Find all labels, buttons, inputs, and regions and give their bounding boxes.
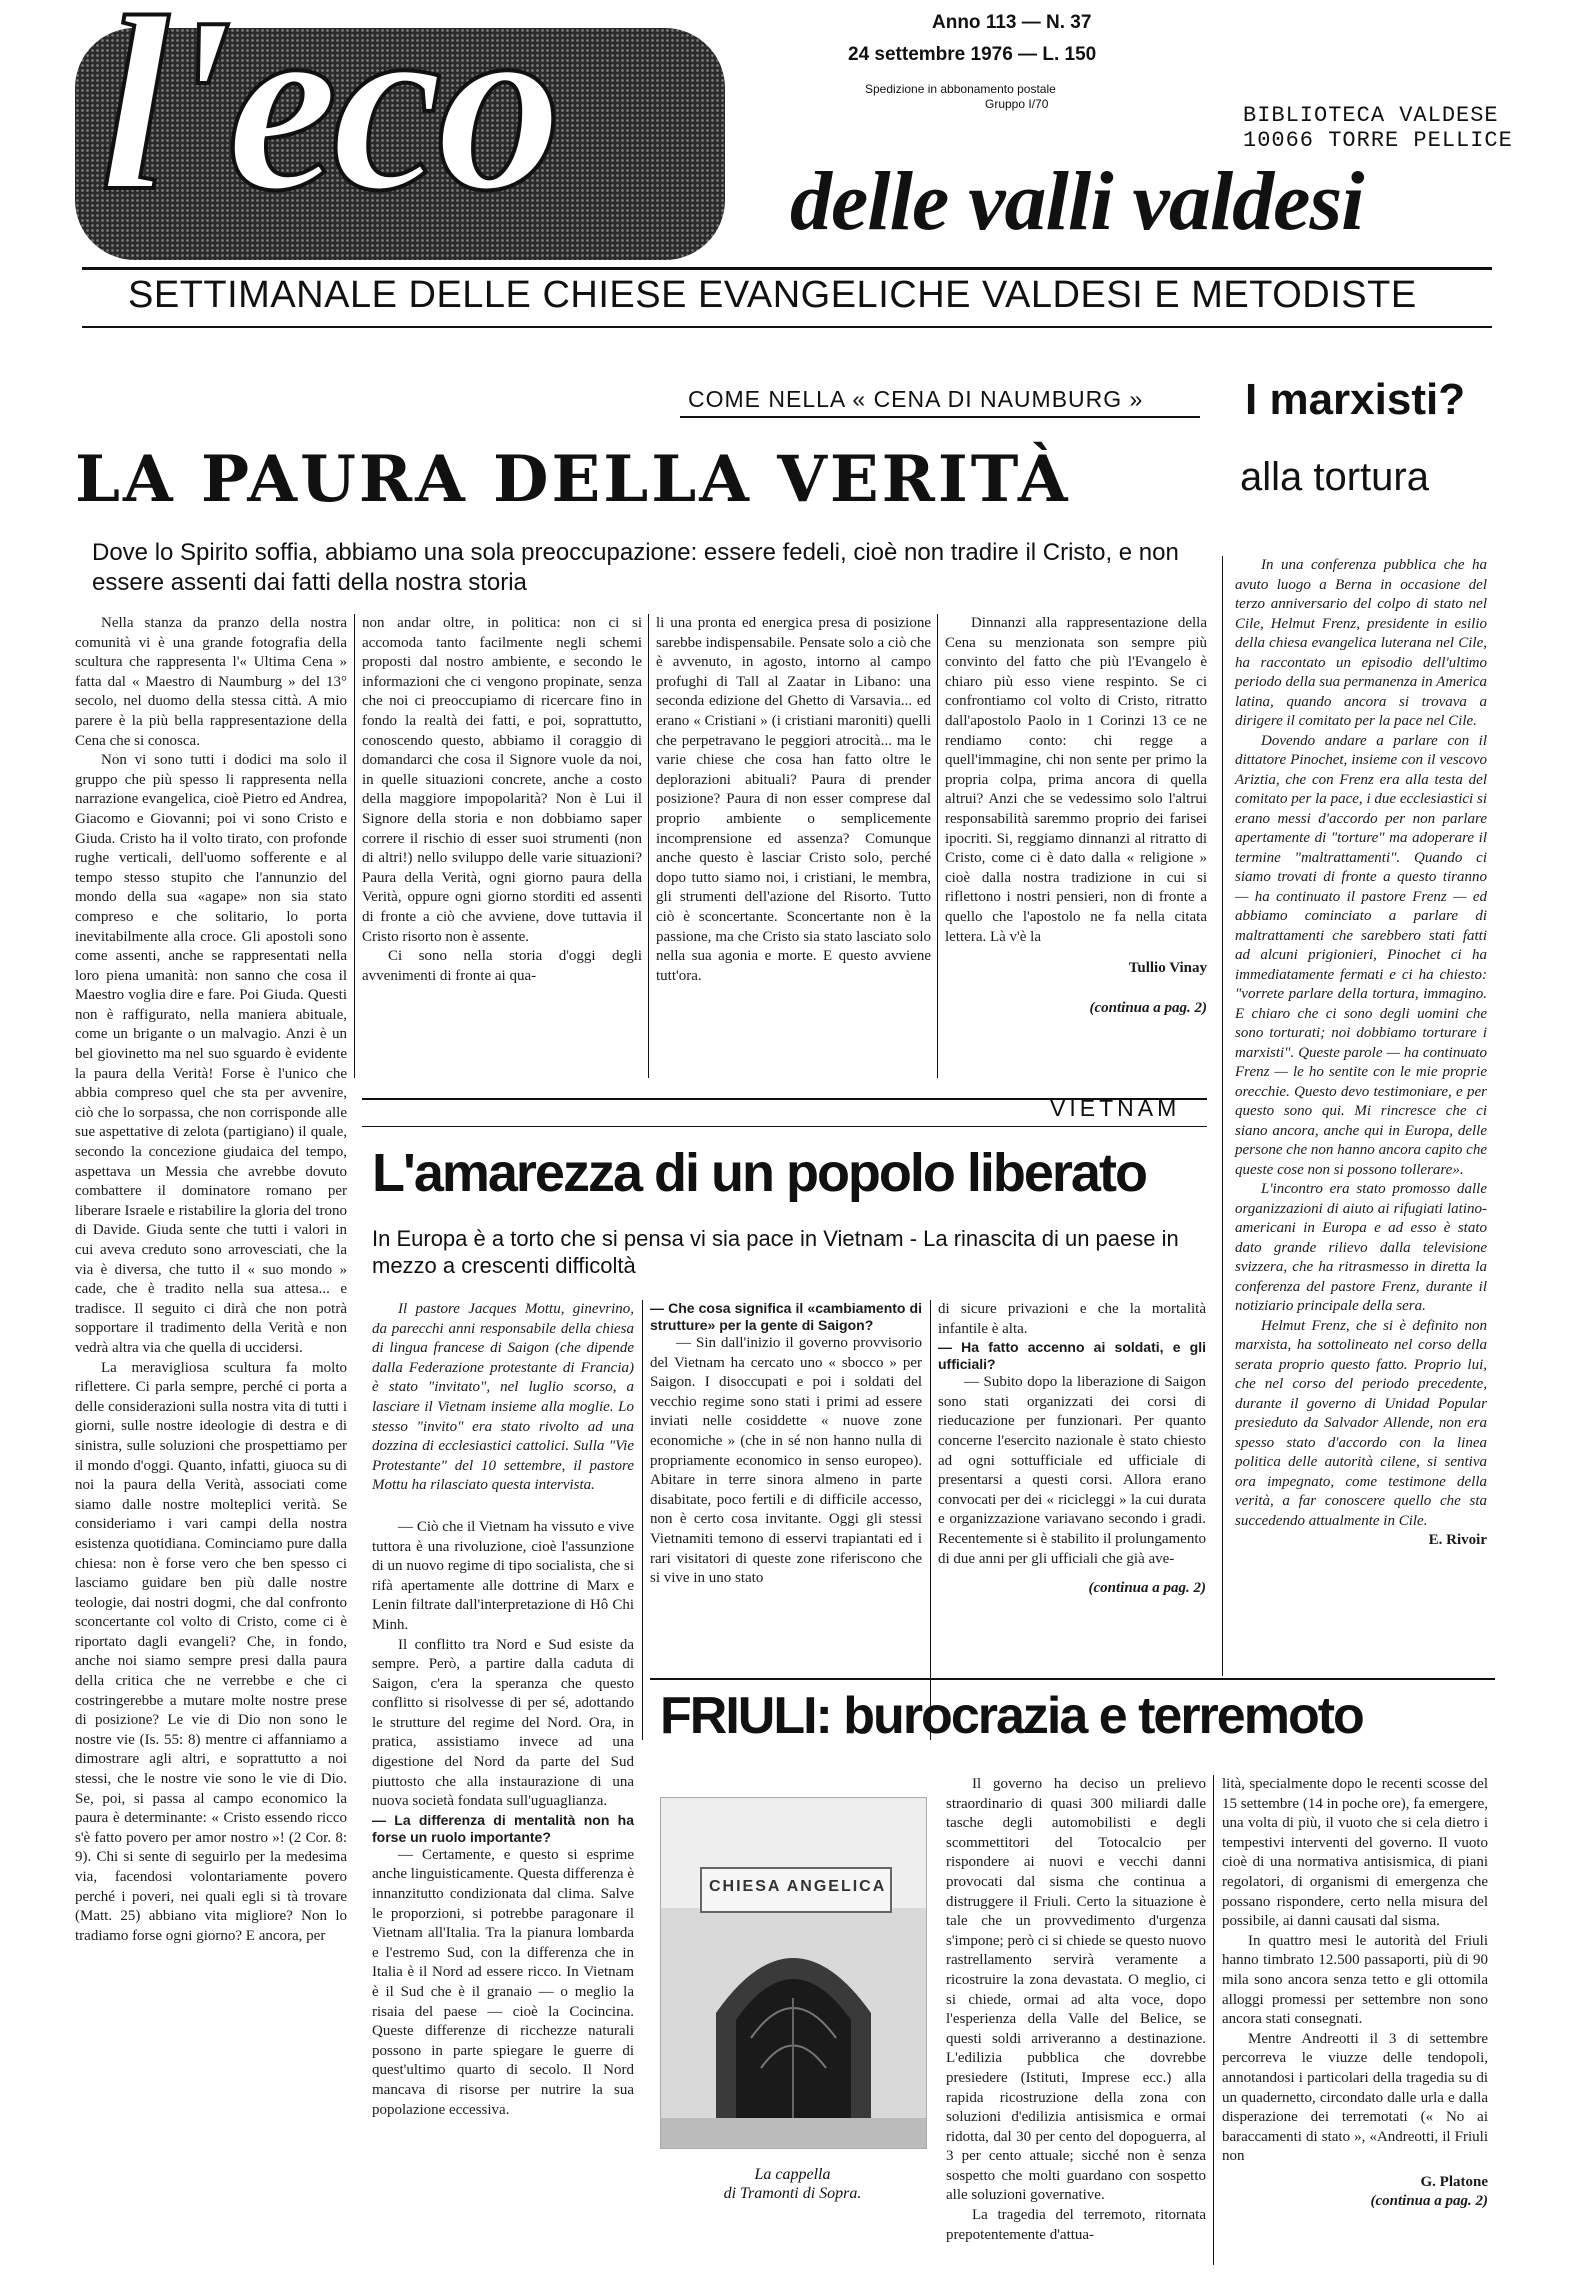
lead-c1-p2: Non vi sono tutti i dodici ma solo il gruppo che più spesso li rappresenta nella narrazione evangelica, cioè Pietro ed Andrea, Giacomo e Giovanni; poi vi sono Cristo e Giuda. Cristo ha il volto tirato, con profonde rughe verticali, dell'uomo sofferente e al tempo stesso stupito che l'annunzio del mondo della sua «agape» non sia stato compreso e che solitario, lo porta inevitabilmente alla croce. Gli apostoli sono come assenti, anche se rappresentati nella loro piena umanità: non sanno che cosa il Maestro voglia dire e fare. Poi Giuda. Questi non è raffigurato, nella maniera abituale, come un brigante o un malvagio. Anzi è un bel giovinetto ma nel suo sguardo è evidente la paura della Verità! Forse è l'unico che abbia compreso quel che sta per avvenire, ciò che lo sorpassa, che non corrisponde alle sue aspettative di zelota (partigiano) il quale, secondo la concezione giudaica del tempo, aspettava un Messia che avrebbe dovuto combattere il dominatore romano per liberare Israele e ristabilire la gloria del trono di Davide. Giuda sente che tutti i valori in cui aveva creduto sono arrovesciati, che la via è diversa, che tutto il « suo mondo » cade, che è tradito nella sua attesa... e tradisce. Il seguito ci dirà che non potrà sopportare il tradimento della Verità e non vedrà altra via che quella di uccidersi.	[75, 752, 347, 1356]
column-divider	[648, 614, 649, 1078]
vietnam-kicker: VIETNAM	[1050, 1095, 1181, 1121]
vietnam-column-3	[938, 1300, 1206, 1599]
sidebar-p3: L'incontro era stato promosso dalle organizzazioni di aiuto ai rifugiati latino-americani in Europa e ad esso è stato dato grande rilievo dalla televisione svizzera, che ha ritrasmesso in diretta la conferenza del pastore Frenz, durante il notiziario principale della sera.	[1235, 1181, 1487, 1314]
vietnam-c3-p1: — Subito dopo la liberazione di Saigon sono stati organizzati dei corsi di rieducazione per funzionari. Per quanto concerne l'esercito nazionale è stato chiesto ad ogni sottufficiale ed ufficiale di presentarsi a questi corsi. Allora erano convocati per dei « ricicleggi » la cui durata e organizzazione variavano secondo i gradi. Recentemente si è stabilito il prolungamento di due anni per gli ufficiali che già ave-	[938, 1374, 1206, 1567]
lead-c1-p1: Nella stanza da pranzo della nostra comunità vi è una grande fotografia della scultura che rappresenta l'« Ultima Cena » fatta dal « Maestro di Naumburg » del 13° secolo, nel duomo della stessa città. A mio parere è la più bella rappresentazione della Cena che si conosca.	[75, 615, 347, 749]
lead-c2-p2: Ci sono nella storia d'oggi degli avvenimenti di fronte ai qua-	[362, 948, 642, 984]
sidebar-headline-2: alla tortura	[1240, 455, 1429, 499]
issue-number: Anno 113 — N. 37	[932, 12, 1092, 33]
lead-c1-p3: La meravigliosa scultura fa molto riflettere. Ci parla sempre, perché ci porta a delle considerazioni sulla nostra vita di tutti i giorni, sulle nostre ideologie di destra e di sinistra, sulle soluzioni che prospettiamo per il mondo d'oggi. Quanto, infatti, giuoca su di noi la paura della Verità, associati come siamo dalle nostre molteplici verità. Se consideriamo i vari campi della nostra esistenza quotidiana. Cominciamo pure dalla chiesa: non è forse vero che ben spesso ci lasciamo guidare ben più dalle nostre teologie, dai nostri dogmi, che dal confronto sconcertante col volto di Cristo, come ci è riportato dagli evangeli? Che, in fondo, anche noi siamo sempre presi dalla paura della critica che ne verrebbe e che ci costringerebbe a mutare molte nostre prese di posizione? Le vie di Dio non sono le nostre vie (Is. 55: 8) mentre ci affanniamo a dimostrare agli altri, e soprattutto a noi stessi, che le nostre vie sono le vie di Dio. Se, poi, si passa al campo economico la paura è determinante: « Cristo essendo ricco s'è fatto povero per amor nostro »! (2 Cor. 8: 9). Chi si sente di seguirlo per la medesima via, facendosi volontariamente povero perché i poveri, nei quali egli si tà trovare (Matt. 25) abbiano vita migliore? Non lo tradiamo forse ogni giorno? E ancora, per	[75, 1359, 347, 1944]
column-divider	[1213, 1775, 1214, 2265]
sidebar-column	[1235, 556, 1487, 1551]
lead-column-3	[656, 614, 931, 986]
vietnam-c3-top: di sicure privazioni e che la mortalità infantile è alta.	[938, 1301, 1206, 1337]
vietnam-intro: Il pastore Jacques Mottu, ginevrino, da parecchi anni responsabile della chiesa di lingua francese di Saigon (che dipende dalla Federazione protestante di Francia) è stato "invitato", nel luglio scorso, a lasciare il Vietnam insieme alla moglie. Lo stesso "invito" era stato rivolto ad una dozzina di ecclesiastici cattolici. Sulla "Vie Protestante" del 10 settembre, il pastore Mottu ha rilasciato questa intervista.	[372, 1301, 634, 1494]
photo-caption-line1: La cappella	[754, 2166, 831, 2183]
friuli-c2-p1: lità, specialmente dopo le recenti scosse del 15 settembre (14 in poche ore), fa emergere, una volta di più, il vuoto che si cela dietro i tempestivi interventi del governo. Il vuoto cioè di una normativa antisismica, di piani regolatori, di organismi di emergenza che possano rispondere, certo nella misura del possibile, ai danni causati dal sisma.	[1222, 1776, 1488, 1930]
chapel-photo	[660, 1797, 927, 2149]
masthead-rule	[82, 267, 1492, 270]
lead-c3-p1: li una pronta ed energica presa di posizione sarebbe indispensabile. Pensate solo a ciò che è avvenuto, in agosto, intorno al campo profughi di Tall al Zaatar in Libano: una seconda edizione del Ghetto di Varsavia... ed erano « Cristiani » (i cristiani maroniti) quelli che perpetravano le peggiori atrocità... ma le varie chiese che cosa han fatto oltre le deplorazioni abituali? Paura di prender posizione? Paura di non esser comprese dal proprio ambiente o semplicemente incomprensione ed assenza? Comunque anche questo è lasciar Cristo solo, perché dopo tutto siamo noi, i cristiani, le membra, gli strumenti dell'azione del Risorto. Tutto ciò è sconcertante. Sconcertante non è la passione, ma che Cristo sia stato lasciato solo nella sua agonia e morte. E questo avviene tutt'ora.	[656, 615, 931, 984]
vietnam-continued: (continua a pag. 2)	[1088, 1580, 1206, 1597]
vietnam-question-2: — Ha fatto accenno ai soldati, e gli ufficiali?	[938, 1339, 1206, 1373]
library-stamp-line2: 10066 TORRE PELLICE	[1243, 128, 1513, 153]
friuli-c2-p3: Mentre Andreotti il 3 di settembre percorreva le viuzze delle tendopoli, annotandosi i particolari della tragedia su di un quadernetto, circondato dalle urla e dalla disperazione dei terremotati (« No ai baraccamenti di stato », «Andreotti, il Friuli non	[1222, 2030, 1488, 2165]
friuli-column-1	[946, 1775, 1206, 2245]
lead-kicker-rule	[680, 416, 1200, 418]
masthead-subtitle: delle valli valdesi	[790, 155, 1364, 248]
sidebar-signature: E. Rivoir	[1428, 1532, 1487, 1548]
vietnam-c2-p1: — Sin dall'inizio il governo provvisorio del Vietnam ha cercato uno « sbocco » per Saigon. I disoccupati e poi i soldati del vecchio regime sono stati i primi ad essere inviati nelle cosiddette « nuove zone economiche » (che in sé non hanno nulla di propriamente economico in senso europeo). Abitare in terre sinora almeno in parte disabitate, poco fertili e di difficile accesso, non è certo cosa invitante. Oggi gli stessi Vietnamiti temono di esservi trapiantati ed i rari visitatori di queste zone riferiscono che si vive in uno stato	[650, 1335, 922, 1587]
column-divider	[937, 614, 938, 1078]
friuli-top-rule	[650, 1678, 1495, 1680]
lead-signature: Tullio Vinay	[1128, 960, 1207, 977]
lead-continued: (continua a pag. 2)	[1089, 999, 1207, 1016]
lead-column-2	[362, 614, 642, 986]
lead-column-4	[945, 614, 1207, 1018]
vietnam-kicker-rule	[362, 1126, 1207, 1127]
tagline-rule	[82, 326, 1492, 328]
lead-column-1	[75, 614, 347, 1946]
lead-headline: LA PAURA DELLA VERITÀ	[75, 442, 1071, 517]
vietnam-column-2	[650, 1300, 922, 1589]
column-divider	[642, 1300, 643, 1740]
column-divider	[354, 614, 355, 1078]
lead-c2-p1: non andar oltre, in politica: non ci si accomoda tanto facilmente negli schemi proposti dal nostro ambiente, e secondo le informazioni che ci vengono propinate, senza che noi ci preoccupiamo di ricercare fino in fondo la realtà dei fatti, e poi, soprattutto, conoscendo questo, abbiamo il coraggio di domandarci che cosa il Signore vuole da noi, in quelle situazioni concrete, anche a costo della maggiore impopolarità? Non è Lui il Signore della storia e non dobbiamo saper correre il rischio di esser suoi strumenti (non di altri!) nello sviluppo delle varie situazioni? Paura della Verità, ogni giorno paura della Verità, oppure ogni giorno storditi ed assenti di fronte a ciò che avviene, dove tuttavia il Cristo risorto non è assente.	[362, 615, 642, 945]
vietnam-c1-p3: — Certamente, e questo si esprime anche linguisticamente. Questa differenza è innanzitutto condizionata dal clima. Salve le proporzioni, si potrebbe paragonare il Vietnam all'Italia. Tra la pianura lombarda e l'estremo Sud, con la differenza che in Italia è il Nord ad essere ricco. In Vietnam è il Sud che è il granaio — o meglio la risaia del paese — cioè la Cocincina. Queste differenze di ricchezze naturali possono in parte spiegare le guerre di quest'ultimo quarto di secolo. Il Nord mancava di risorse per nutrire la sua popolazione eccessiva.	[372, 1846, 634, 2118]
sidebar-p1: In una conferenza pubblica che ha avuto luogo a Berna in occasione del terzo anniversario del colpo di stato nel Cile, Helmut Frenz, presidente in esilio della chiesa evangelica luterana nel Cile, ha raccontato un episodio dell'ultimo periodo della sua permanenza in America latina, quando ancora si trovava a dirigere il comitato per la pace nel Cile.	[1235, 557, 1487, 729]
masthead-tagline: SETTIMANALE DELLE CHIESE EVANGELICHE VALDESI E METODISTE	[128, 274, 1417, 316]
postal-note: Spedizione in abbonamento postale	[865, 82, 1056, 96]
friuli-column-2	[1222, 1775, 1488, 2212]
lead-deck: Dove lo Spirito soffia, abbiamo una sola preoccupazione: essere fedeli, cioè non tradire il Cristo, e non essere assenti dai fatti della nostra storia	[92, 539, 1179, 596]
photo-sign-text: CHIESA ANGELICA	[709, 1878, 887, 1895]
issue-date-price: 24 settembre 1976 — L. 150	[848, 44, 1097, 65]
photo-caption	[660, 2165, 925, 2203]
lead-c4-p1: Dinnanzi alla rappresentazione della Cena su menzionata son sempre più convinto del fatto che più l'Evangelo è chiaro più esso viene respinto. Se ci confrontiamo col volto di Cristo, ritratto dall'apostolo Paolo in 1 Corinzi 13 ce ne rendiamo conto: chi regge a quell'immagine, chi non sente per primo la propria colpa, prima ancora di quella altrui? Anzi che se vedessimo solo l'altrui responsabilità saremmo proprio dei farisei ipocriti. Si, reggiamo dinnanzi al ritratto di Cristo, come ci è dato dalla « religione » cioè dalla nostra tradizione in cui si riflettono i nostri pensieri, non di fronte a quello che l'apostolo ne fa nella citata lettera. Là v'è la	[945, 615, 1207, 945]
lead-kicker: COME NELLA « CENA DI NAUMBURG »	[688, 386, 1144, 412]
vietnam-deck: In Europa è a torto che si pensa vi sia pace in Vietnam - La rinascita di un paese in mezzo a crescenti difficoltà	[372, 1226, 1179, 1278]
vietnam-headline: L'amarezza di un popolo liberato	[372, 1143, 1146, 1203]
library-stamp-line1: BIBLIOTECA VALDESE	[1243, 103, 1499, 128]
column-divider	[930, 1300, 931, 1740]
vietnam-column-1	[372, 1300, 634, 2120]
vietnam-question-1: — Che cosa significa il «cambiamento di strutture» per la gente di Saigon?	[650, 1300, 922, 1333]
vietnam-question-3: — La differenza di mentalità non ha forse un ruolo importante?	[372, 1811, 634, 1845]
friuli-continued: (continua a pag. 2)	[1370, 2193, 1488, 2210]
friuli-headline: FRIULI: burocrazia e terremoto	[660, 1687, 1363, 1745]
photo-caption-line2: di Tramonti di Sopra.	[723, 2185, 862, 2202]
friuli-c1-p1: Il governo ha deciso un prelievo straordinario di quasi 300 miliardi dalle tasche degli automobilisti e degli scommettitori del Totocalcio per rispondere ai nuovi e vecchi danni provocati dal sisma che continua a distruggere il Friuli. Certo la situazione è tale che un provvedimento d'urgenza s'impone; però ci si chiede se questo nuovo rastrellamento servirà veramente a ricostruire la zona devastata. O meglio, ci si chiede, ormai ad alta voce, dopo l'esperienza della Valle del Belice, se questi soldi arriveranno a destinazione. L'edilizia pubblica che dovrebbe presiedere (Istituti, Imprese ecc.) alla rapida ricostruzione della zona con soluzioni d'edilizia antisismica e ormai ridotta, dal 30 per cento del dopoguerra, al 3 per cento attuale; sicché non è senza sospetto che molti guardano con sospetto alle soluzioni governative.	[946, 1776, 1206, 2204]
postal-group: Gruppo I/70	[985, 97, 1049, 111]
friuli-c1-p2: La tragedia del terremoto, ritornata prepotentemente d'attua-	[946, 2207, 1206, 2243]
sidebar-divider	[1222, 556, 1223, 1676]
friuli-signature: G. Platone	[1420, 2173, 1488, 2190]
friuli-c2-p2: In quattro mesi le autorità del Friuli hanno timbrato 12.500 passaporti, più di 90 mila sono ancora senza tetto e gli ottomila alloggi promessi per settembre non sono ancora stati consegnati.	[1222, 1932, 1488, 2028]
chapel-illustration	[661, 1798, 926, 2148]
vietnam-c1-p2: Il conflitto tra Nord e Sud esiste da sempre. Però, a partire dalla caduta di Saigon, c'era la speranza che questo conflitto si risolvesse di per sé, adottando le strutture del regime del Nord. Ora, in pratica, assistiamo invece ad una digestione del Nord da parte del Sud piuttosto che alla instaurazione di una nuova società fondata sull'uguaglianza.	[372, 1636, 634, 1810]
sidebar-p2: Dovendo andare a parlare con il dittatore Pinochet, insieme con il vescovo Ariztia, che con Frenz era alla testa del comitato per la pace, i due ecclesiastici si erano messi d'accordo per non parlare apertamente di "torture" ma adoperare il termine "maltrattamenti". Quando ci siamo trovati di fronte a questo tiranno — ha continuato il pastore Frenz — ed abbiamo cominciato a parlare di maltrattamenti che sarebbero stati fatti ad alcuni prigionieri, Pinochet ci ha immediatamente fermati e ci ha chiesto: "vorrete parlare della tortura, immagino. E chiaro che ci sono degli uomini che sono torturati; noi dobbiamo torturare i marxisti". Queste parole — ha continuato Frenz — le ho sentite con le mie proprie orecchie. Questo devo testimoniare, e per questo sono qui. Mi rincresce che ci siano ancora, anche qui in Europa, delle persone che non hanno ancora capito che queste cose non si possono tollerare».	[1235, 732, 1487, 1178]
sidebar-headline-1: I marxisti?	[1245, 375, 1466, 424]
sidebar-p4: Helmut Frenz, che si è definito non marxista, ha sottolineato nel corso della serata proprio questo fatto. Proprio lui, che nel corso del periodo precedente, durante il governo di Unidad Popular presieduto da Salvador Allende, non era spesso stato d'accordo con la linea politica delle autorità cilene, si sentiva ora impegnato, come testimone della verità, a far conoscere quello che sta succedendo attualmente in Cile.	[1235, 1317, 1487, 1529]
vietnam-c1-p1: — Ciò che il Vietnam ha vissuto e vive tuttora è una rivoluzione, cioè l'assunzione di un nuovo regime di tipo socialista, che si rifà apertamente alle dottrine di Marx e Lenin filtrate dall'interpretazione di Hô Chi Minh.	[372, 1518, 634, 1633]
masthead-logo: l'eco	[100, 0, 556, 243]
